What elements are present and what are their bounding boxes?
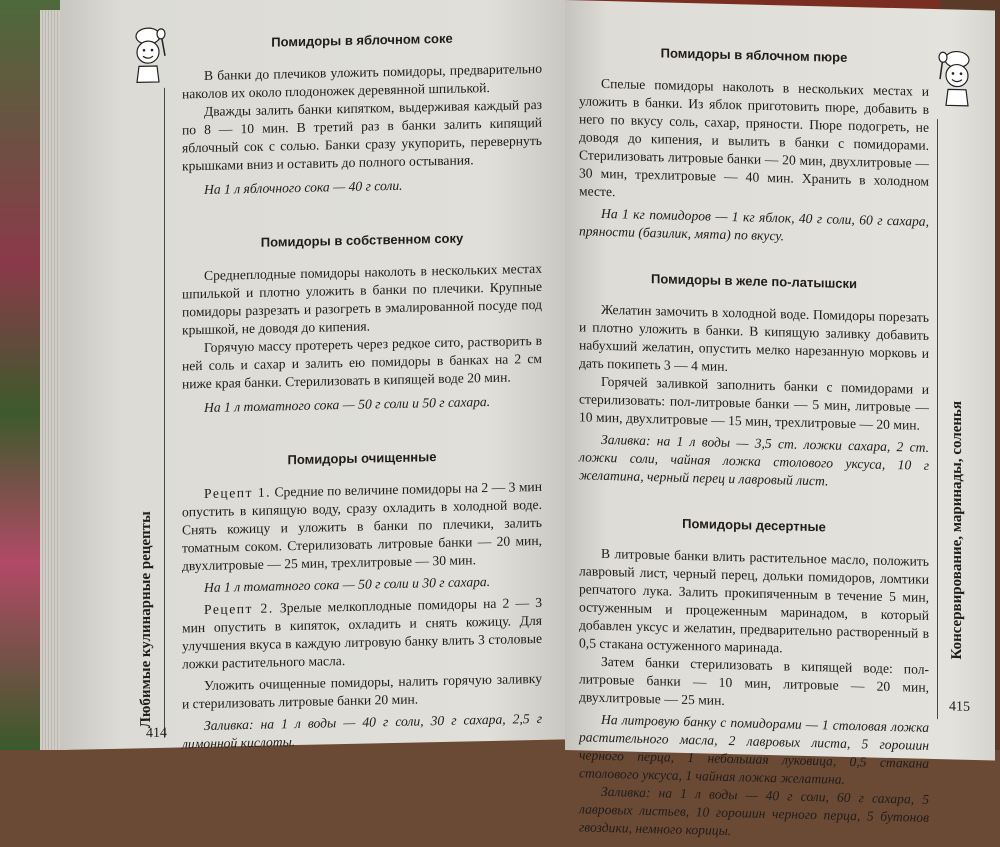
left-page-text — [182, 28, 542, 754]
paragraph: Желатин замочить в холодной воде. Помидоры порезать и плотно уложить в банки. В кипящую заливку добавить набухший желатин, опустить мелко нарезанную морковь и дать покипеть 3 — 4 мин. — [579, 301, 929, 374]
paragraph: Уложить очищенные помидоры, налить горячую заливку и стерилизовать литровые банки 20 мин. — [182, 670, 542, 712]
chef-icon — [935, 49, 979, 108]
ingredient-note: На 1 кг помидоров — 1 кг яблок, 40 г соли, 60 г сахара, пряности (базилик, мята) по вкусу. — [579, 205, 929, 244]
paragraph: В литровые банки влить растительное масло, положить лавровый лист, черный перец, дольки помидоров, ломтики репчатого лука. Залить прокипяченным в течение 5 мин, остуженным и процеженным маринадом, в который добавлен уксус и желатин, предварительно растворенный в 0,5 стакана остуженного маринада. — [579, 545, 929, 656]
right-side-label: Консервирование, маринады, соленья — [949, 400, 965, 660]
section-title: Помидоры в яблочном пюре — [660, 45, 848, 65]
ingredient-note: На литровую банку с помидорами — 1 столовая ложка растительного масла, 2 лавровых листа, 5 горошин черного перца, 1 небольшая луковица, 0,5 стакана столового уксуса, 1 чайная ложка желатина. — [579, 711, 929, 787]
left-side-label: Любимые кулинарные рецепты — [138, 511, 154, 729]
left-page-number: 414 — [146, 725, 167, 742]
section-title: Помидоры очищенные — [287, 449, 437, 468]
paragraph: Затем банки стерилизовать в кипящей воде: пол-литровые банки — 10 мин, литровые — 20 мин, двухлитровые — 25 мин. — [579, 653, 929, 708]
ingredient-note: На 1 л томатного сока — 50 г соли и 30 г сахара. — [204, 573, 491, 595]
recipe-text: Зрелые мелкоплодные помидоры на 2 — 3 мин опустить в кипяток, охладить и снять кожицу. Для улучшения вкуса в каждую литровую банку влить 3 столовые ложки растительного масла. — [182, 594, 542, 672]
ingredient-note: Заливка: на 1 л воды — 40 г соли, 30 г сахара, 2,5 г лимонной кислоты. — [182, 710, 542, 752]
paragraph — [182, 594, 542, 674]
chef-icon — [128, 26, 172, 85]
ingredient-note: На 1 л томатного сока — 50 г соли и 50 г сахара. — [204, 393, 491, 415]
section-title: Помидоры десертные — [682, 515, 826, 535]
section-title: Помидоры в собственном соку — [260, 230, 464, 250]
left-side-rule — [164, 88, 165, 738]
recipe-label: Рецепт 2. — [204, 600, 274, 617]
paragraph: Спелые помидоры наколоть в нескольких местах и уложить в банки. Из яблок приготовить пюре, добавить в него по вкусу соль, сахар, пряности. Пюре подогреть, не доводя до кипения, и вылить в банки с помидорами. Стерилизовать литровые банки — 20 мин, двухлитровые — 30 мин, трехлитровые — 40 мин. Хранить в холодном месте. — [579, 75, 929, 200]
right-side-rule — [937, 119, 938, 719]
left-page — [60, 0, 565, 750]
section-title: Помидоры в желе по-латышски — [650, 271, 858, 292]
open-book — [40, 0, 990, 839]
paragraph: Дважды залить банки кипятком, выдерживая каждый раз по 8 — 10 мин. В третий раз в банки залить кипящий яблочный сок с солью. Банки сразу укупорить, перевернуть крышками вниз и оставить до полного остывания. — [182, 96, 542, 174]
paragraph: Горячую массу протереть через редкое сито, растворить в ней соль и сахар и залить ею помидоры в банках на 2 см ниже края банки. Стерилизовать в кипящей воде 20 мин. — [182, 332, 542, 392]
recipe-label: Рецепт 1. — [204, 484, 272, 501]
paragraph: Горячей заливкой заполнить банки с помидорами и стерилизовать: пол-литровые банки — 5 мин, литровые — 10 мин, двухлитровые — 15 мин, трехлитровые — 20 мин. — [579, 373, 929, 433]
right-page-text — [579, 42, 929, 845]
ingredient-note: На 1 л яблочного сока — 40 г соли. — [204, 177, 403, 197]
right-page — [565, 0, 995, 839]
paragraph: Среднеплодные помидоры наколоть в нескольких местах шпилькой и плотно уложить в банки по плечики. Крупные помидоры разрезать и разогреть в эмалированной посуде под крышкой, не доводя до кипения. — [182, 260, 542, 338]
ingredient-note: Заливка: на 1 л воды — 40 г соли, 60 г сахара, 5 лавровых листьев, 10 горошин черного перца, 5 бутонов гвоздики, немного корицы. — [579, 783, 929, 839]
recipe-text: Средние по величине помидоры на 2 — 3 мин опустить в кипящую воду, сразу охладить в холодной воде. Снять кожицу и уложить в банки по плечики, залить томатным соком. Стерилизовать литровые банки — 20 мин, двухлитровые — 25 мин, трехлитровые — 30 мин. — [182, 478, 542, 574]
section-title: Помидоры в яблочном соке — [271, 30, 453, 50]
ingredient-note: Заливка: на 1 л воды — 3,5 ст. ложки сахара, 2 ст. ложки соли, чайная ложка столового уксуса, 10 г желатина, черный перец и лавровый лист. — [579, 431, 929, 489]
paragraph: В банки до плечиков уложить помидоры, предварительно наколов их около плодоножек деревянной шпилькой. — [182, 60, 542, 102]
paragraph — [182, 478, 542, 576]
right-page-number: 415 — [949, 699, 970, 715]
